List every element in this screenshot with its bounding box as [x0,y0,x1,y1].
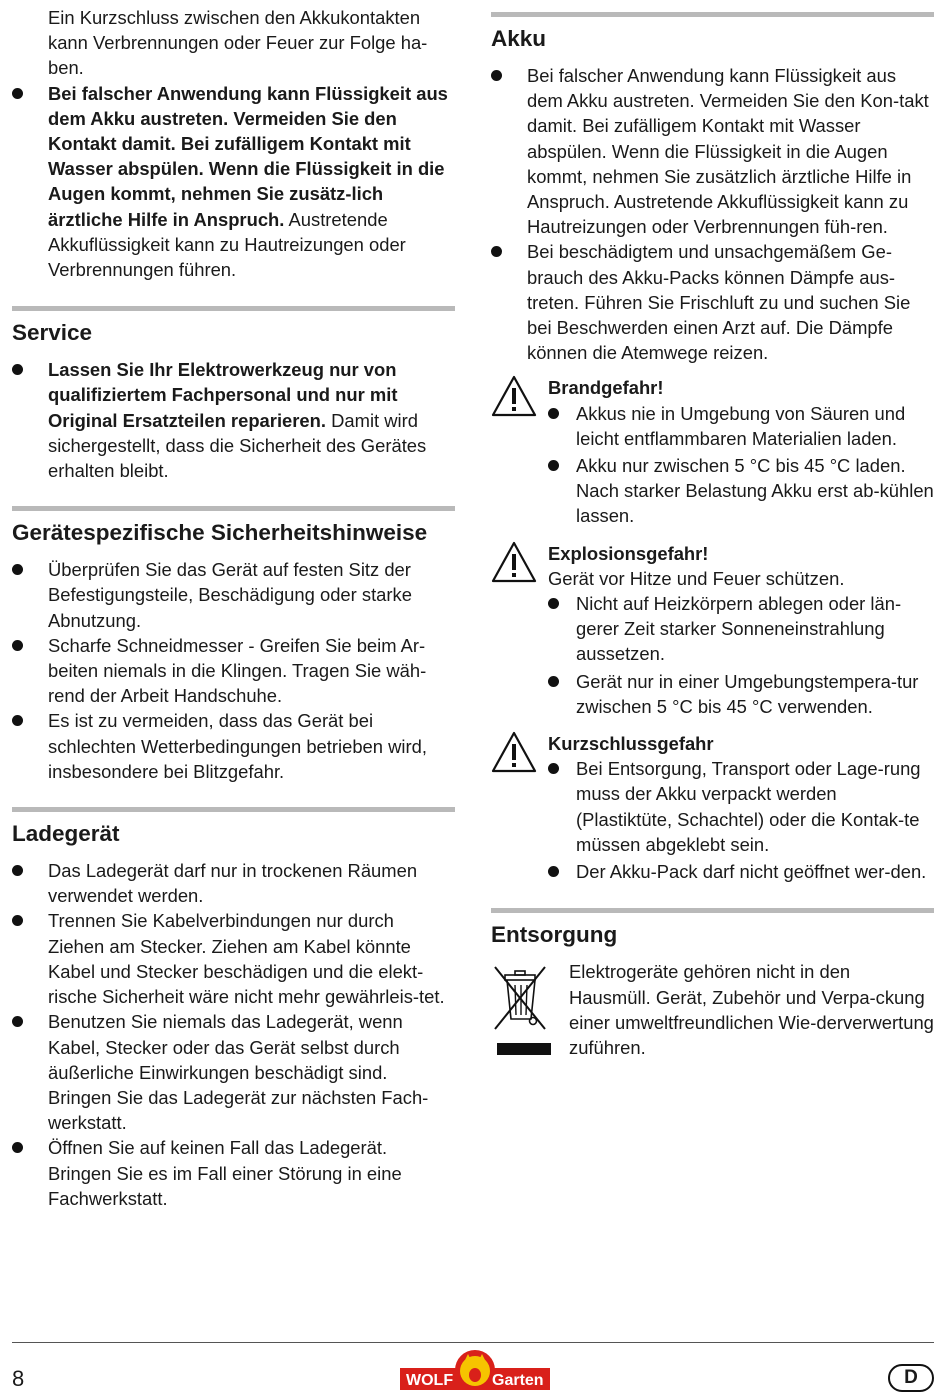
logo-wolf-text: WOLF [406,1372,454,1389]
page-number: 8 [12,1366,25,1391]
entsorgung-text: Elektrogeräte gehören nicht in den Hausmüll. Gerät, Zubehör und Verpa-ckung einer umweltfreundlichen Wie-derverwertung zuführen. [569,961,934,1058]
bullet-dot [548,460,559,471]
wolf-garten-logo [400,1350,550,1392]
kurzschluss-title: Kurzschlussgefahr [548,733,714,755]
list-item: Akkus nie in Umgebung von Säuren und leicht entflammbaren Materialien laden. [548,401,934,451]
bullet-dot [12,1142,23,1153]
bullet-dot [491,246,502,257]
list-item: Scharfe Schneidmesser - Greifen Sie beim Ar-beiten niemals in die Klingen. Tragen Sie wäh-rend der Arbeit Handschuhe. [12,633,455,709]
intro-bullet [12,81,455,283]
geraet-title: Gerätespezifische Sicherheitshinweise [12,520,428,546]
bullet-dot [12,640,23,651]
service-title: Service [12,320,93,346]
bullet-dot [548,676,559,687]
list-item: Bei Entsorgung, Transport oder Lage-rung muss der Akku verpackt werden (Plastiktüte, Schachtel) oder die Kontak-te müssen abgeklebt sein. [548,756,934,857]
bullet-dot [12,88,23,99]
list-item: Es ist zu vermeiden, dass das Gerät bei schlechten Wetterbedingungen betrieben wird, insbesondere bei Blitzgefahr. [12,708,455,784]
geraet-section [12,506,455,784]
list-item: Bei beschädigtem und unsachgemäßem Ge-brauch des Akku-Packs können Dämpfe aus-treten. Führen Sie Frischluft zu und suchen Sie bei Beschwerden einen Arzt auf. Die Dämpfe können die Atemwege reizen. [491,239,934,365]
list-item: Überprüfen Sie das Gerät auf festen Sitz der Befestigungsteile, Beschädigung oder starke Abnutzung. [12,557,455,633]
ladegeraet-title: Ladegerät [12,821,120,847]
list-item: Trennen Sie Kabelverbindungen nur durch Ziehen am Stecker. Ziehen am Kabel könnte Kabel und Stecker beschädigen und die elekt-rische Sicherheit wäre nicht mehr gewährleis-tet. [12,908,455,1009]
service-bullet-rest: Damit wird sichergestellt, dass die Sicherheit des Gerätes erhalten bleibt. [48,409,427,482]
bullet-dot [548,598,559,609]
warning-triangle-icon [491,541,537,583]
explosion-text: Gerät vor Hitze und Feuer schützen. [548,567,845,589]
service-bullet [12,357,455,483]
akku-section [491,12,934,365]
list-item: Akku nur zwischen 5 °C bis 45 °C laden. Nach starker Belastung Akku erst ab-kühlen lassen. [548,453,934,529]
crossed-out-wheelie-bin-icon [491,959,555,1059]
akku-title: Akku [491,26,547,51]
left-column [12,0,455,1211]
right-column [491,0,934,1060]
list-item: Öffnen Sie auf keinen Fall das Ladegerät. Bringen Sie es im Fall einer Störung in eine Fachwerkstatt. [12,1135,455,1211]
service-section [12,306,455,483]
bullet-dot [12,564,23,575]
bullet-dot [12,364,23,375]
service-bullet-bold: Lassen Sie Ihr Elektrowerkzeug nur von qualifiziertem Fachpersonal und nur mit Original Ersatzteilen reparieren. [48,359,398,431]
language-badge: D [888,1364,934,1392]
kurzschluss-warning [491,731,934,884]
list-item: Bei falscher Anwendung kann Flüssigkeit aus dem Akku austreten. Vermeiden Sie den Kon-takt damit. Bei zufälligem Kontakt mit Wasser abspülen. Wenn die Flüssigkeit in die Augen kommt, nehmen Sie zusätzlich ärztliche Hilfe in Anspruch. Austretende Akkuflüssigkeit kann zu Hautreizungen oder Verbrennungen füh-ren. [491,63,934,239]
intro-bullet-bold: Bei falscher Anwendung kann Flüssigkeit aus dem Akku austreten. Vermeiden Sie den Kontakt damit. Bei zufälligem Kontakt mit Wasser abspülen. Wenn die Flüssigkeit in die Augen kommt, nehmen Sie zusätz-lich ärztliche Hilfe in Anspruch. [48,82,448,230]
logo-garten-text: Garten [492,1372,544,1389]
list-item: Benutzen Sie niemals das Ladegerät, wenn Kabel, Stecker oder das Gerät selbst durch äußerliche Einwirkungen beschädigt sind. Bringen Sie das Ladegerät zur nächsten Fach-werkstatt. [12,1009,455,1135]
brand-title: Brandgefahr! [548,377,664,399]
bullet-dot [12,915,23,926]
intro-bullet-rest: Austretende Akkuflüssigkeit kann zu Hautreizungen oder Verbrennungen führen. [48,208,406,281]
list-item: Der Akku-Pack darf nicht geöffnet wer-den. [548,859,934,884]
brand-warning [491,375,934,528]
list-item: Nicht auf Heizkörpern ablegen oder län-gerer Zeit starker Sonneneinstrahlung aussetzen. [548,591,934,667]
bullet-dot [12,1016,23,1027]
entsorgung-block [491,959,934,1060]
bullet-dot [12,865,23,876]
bullet-dot [491,70,502,81]
list-item: Gerät nur in einer Umgebungstempera-tur zwischen 5 °C bis 45 °C verwenden. [548,669,934,719]
intro-text: Ein Kurzschluss zwischen den Akkukontakten kann Verbrennungen oder Feuer zur Folge ha-ben. [48,7,428,79]
bullet-dot [548,408,559,419]
warning-triangle-icon [491,731,537,773]
bullet-dot [548,866,559,877]
footer-rule [12,1342,934,1343]
bullet-dot [12,715,23,726]
list-item: Das Ladegerät darf nur in trockenen Räumen verwendet werden. [12,858,455,908]
entsorgung-section [491,908,934,1060]
bullet-dot [548,763,559,774]
explosion-warning [491,541,934,719]
entsorgung-title: Entsorgung [491,922,618,948]
explosion-title: Explosionsgefahr! [548,542,709,564]
warning-triangle-icon [491,375,537,417]
ladegeraet-section [12,807,455,1211]
